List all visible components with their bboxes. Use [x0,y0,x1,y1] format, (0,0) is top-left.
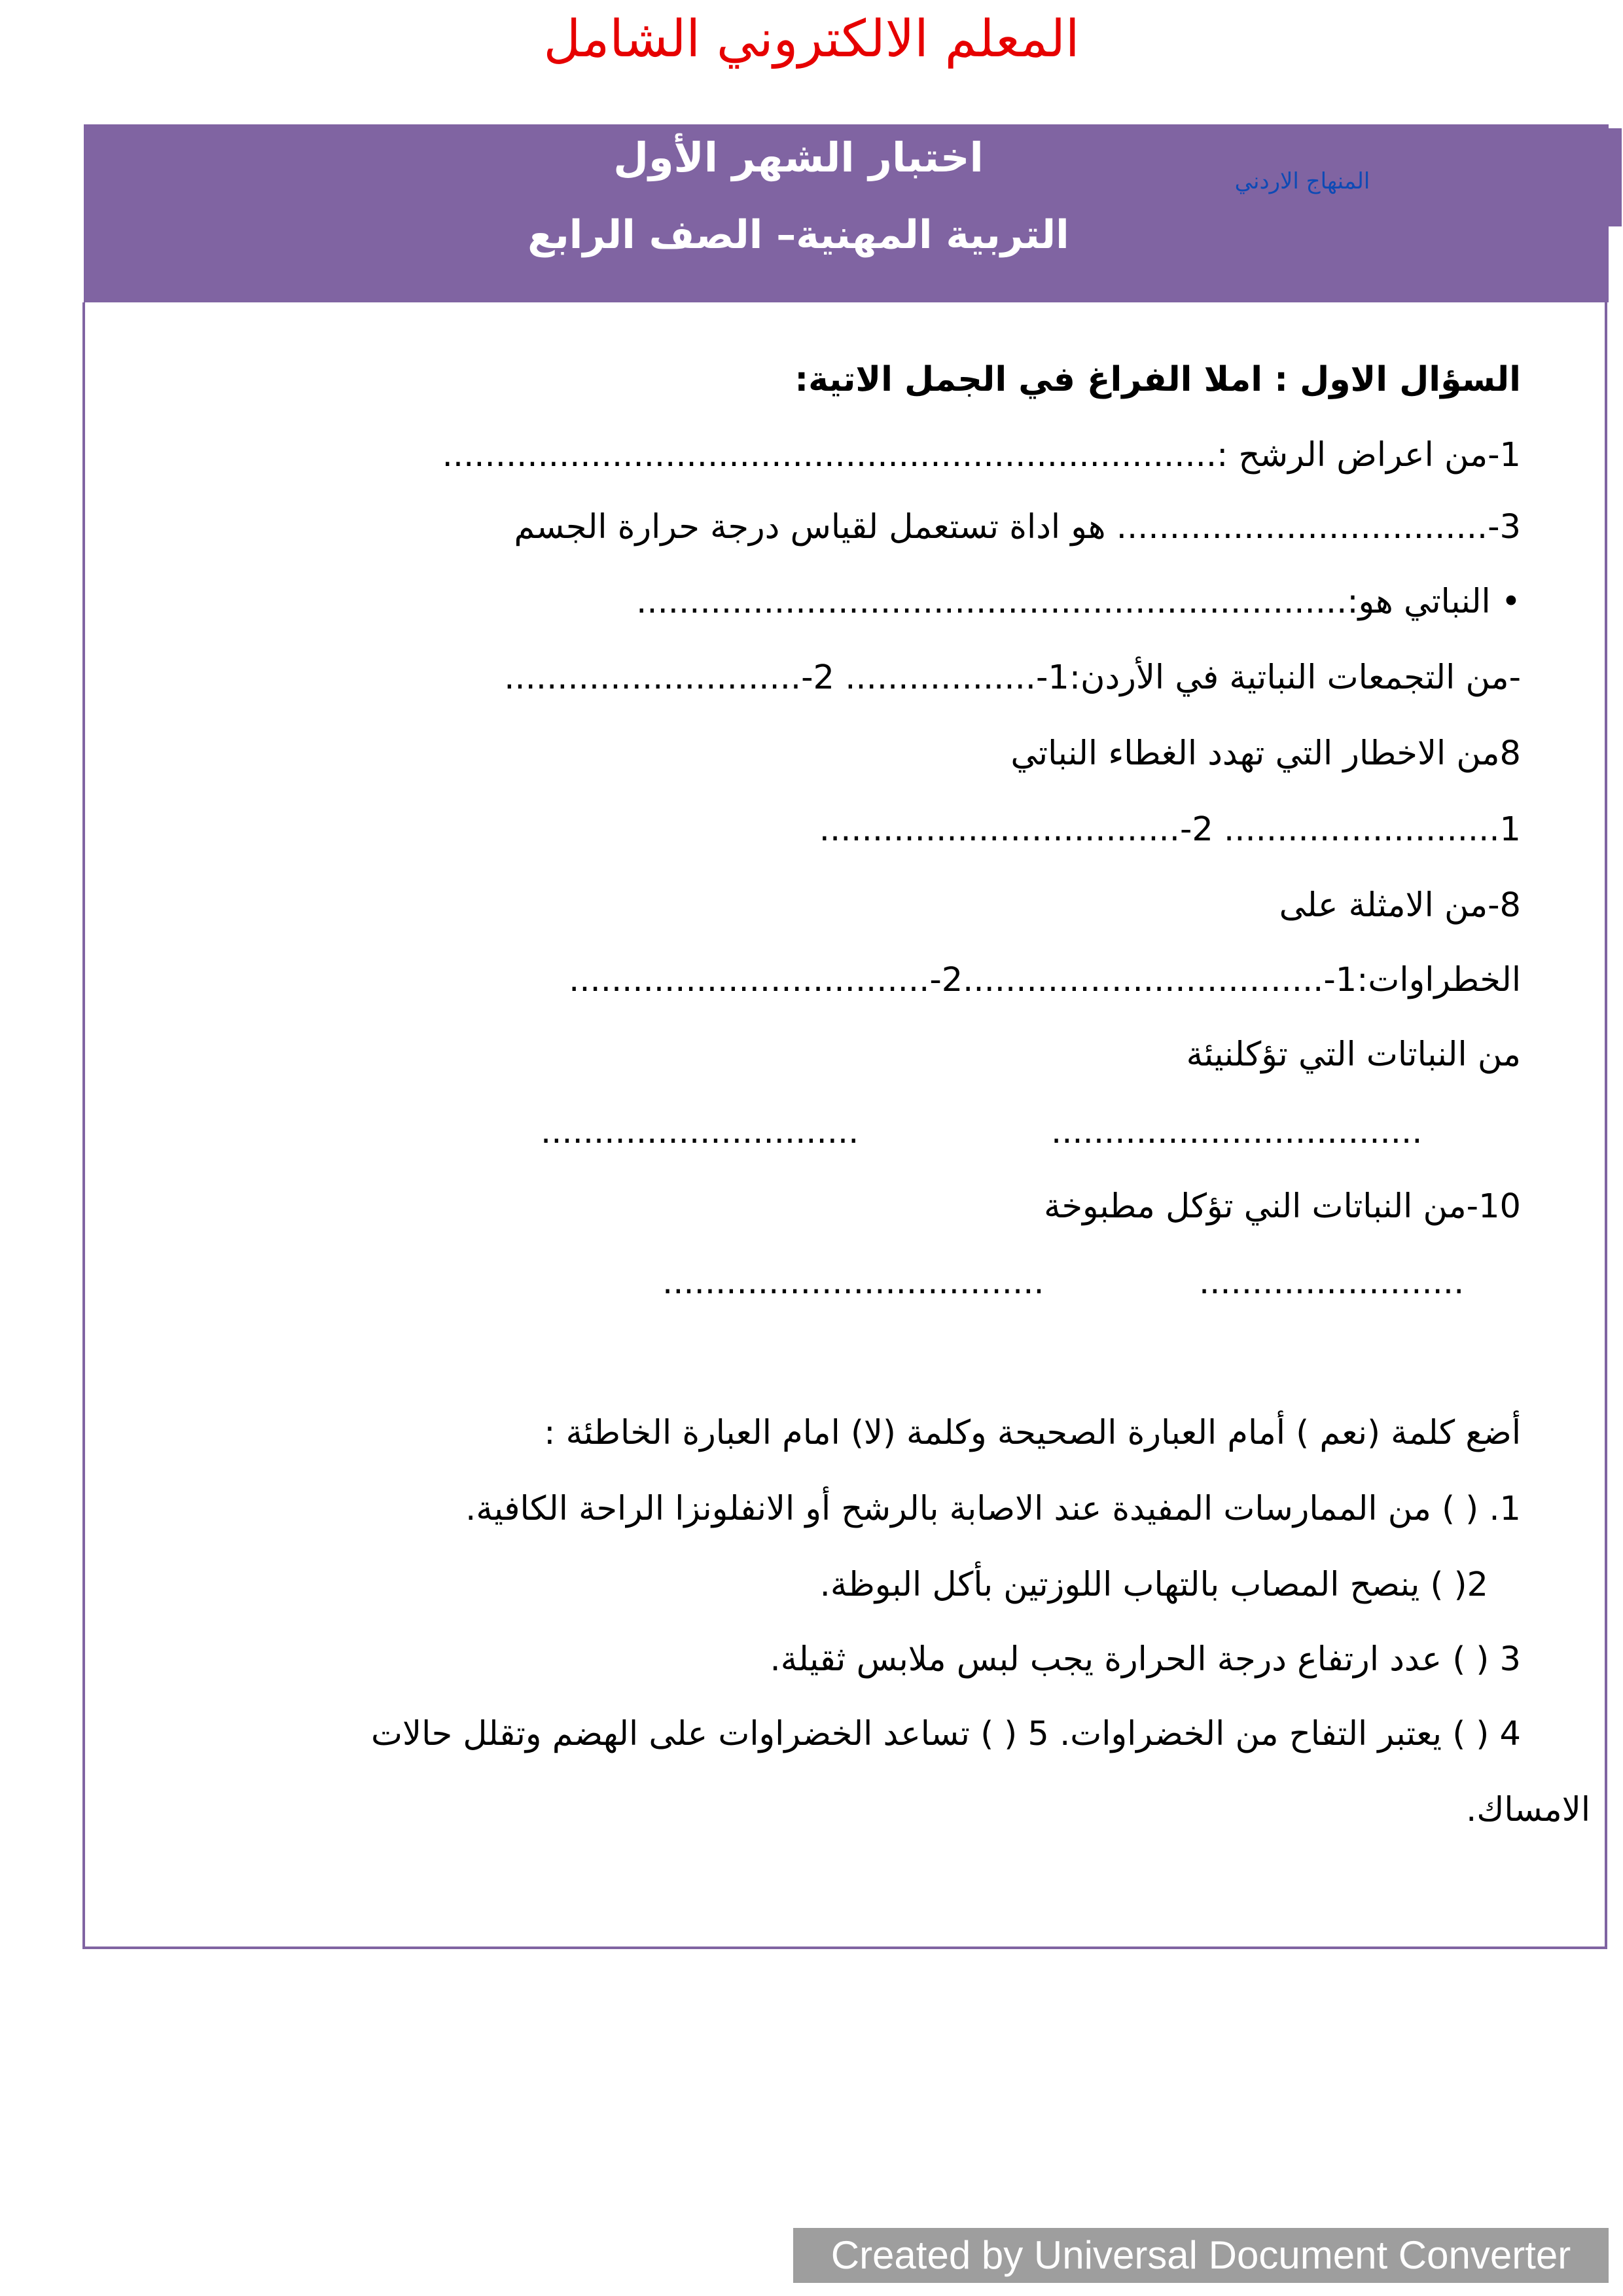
q1-line-10: 10-من النباتات الني تؤكل مطبوخة [1044,1187,1521,1226]
answer-dots: .................................... [662,1263,1044,1302]
answer-dots: ................................... [1051,1113,1423,1151]
subject-grade: التربية المهنية– الصف الرابع [527,212,1069,258]
answer-dots: .............................. [541,1113,859,1151]
q1-line-3: • النباتي هو:................................................................... [636,583,1521,621]
q1-line-4: -من التجمعات النباتية في الأردن:1-.................. 2-............................ [504,658,1521,697]
question1-heading: السؤال الاول : املا الفراغ في الجمل الاتية: [794,360,1521,399]
q1-line-7: 8-من الامثلة على [1279,886,1521,925]
banner-edge [1609,128,1622,226]
q1-line-5: 8من الاخطار التي تهدد الغطاء النباتي [1010,734,1521,773]
q2-item-2: 2( ) ينصح المصاب بالتهاب اللوزتين بأكل البوظة. [819,1566,1488,1604]
q1-line-2: 3-................................... هو اداة تستعمل لقياس درجة حرارة الجسم [514,508,1521,547]
q1-line-9: من النباتات التي تؤكلنيئة [1186,1035,1521,1074]
q1-line-8: الخطراوات:1-..................................2-.................................. [569,961,1521,999]
q1-line-1: 1-من اعراض الرشح :......................................................................... [442,436,1521,475]
q1-line-6: 1.......................... 2-.................................. [819,810,1521,849]
q2-item-4: 4 ( ) يعتبر التفاح من الخضراوات. 5 ( ) تساعد الخضراوات على الهضم وتقلل حالات [371,1715,1521,1753]
site-title: المعلم الالكتروني الشامل [543,10,1080,69]
q2-item-1: 1. ( ) من الممارسات المفيدة عند الاصابة بالرشح أو الانفلونزا الراحة الكافية. [465,1490,1521,1528]
converter-watermark: Created by Universal Document Converter [793,2228,1609,2283]
curriculum-label: المنهاج الاردني [1234,168,1370,194]
q2-item-3: 3 ( ) عدد ارتفاع درجة الحرارة يجب لبس ملابس ثقيلة. [770,1640,1521,1679]
answer-dots: ......................... [1199,1263,1465,1302]
question2-heading: أضع كلمة (نعم ) أمام العبارة الصحيحة وكلمة (لا) امام العبارة الخاطئة : [544,1414,1521,1452]
exam-title: اختبار الشهر الأول [613,134,984,181]
q2-item-4-continued: الامساك. [1466,1791,1590,1829]
